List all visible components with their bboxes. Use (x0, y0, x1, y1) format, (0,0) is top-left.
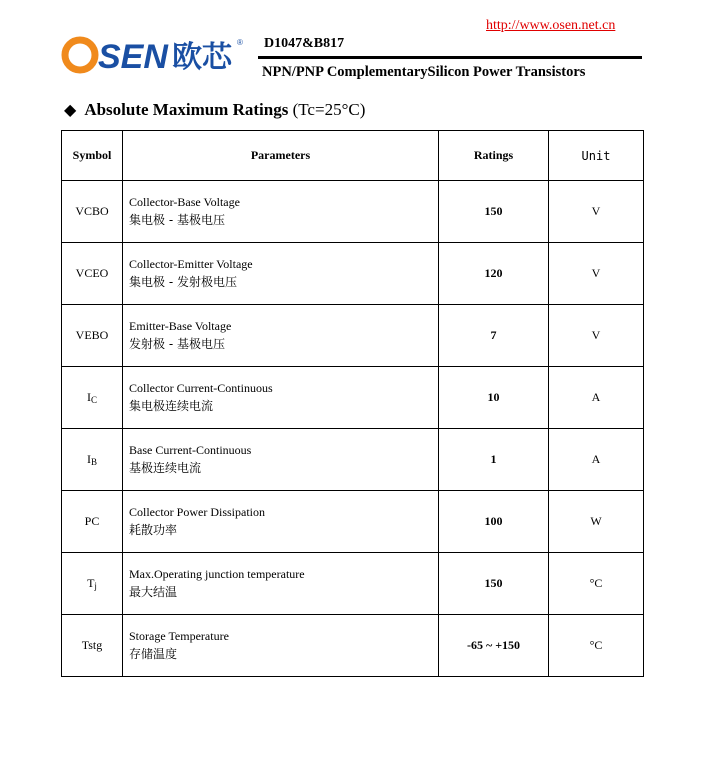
symbol-text: PC (84, 514, 100, 528)
table-row (62, 615, 644, 677)
symbol-cell (62, 243, 123, 305)
symbol-main: I (86, 390, 91, 404)
parameter-en: Collector-Base Voltage (129, 195, 240, 209)
parameter-cell (123, 243, 439, 305)
website-link[interactable]: http://www.osen.net.cn (486, 18, 616, 33)
symbol-text: VEBO (75, 328, 109, 342)
parameter-en: Max.Operating junction temperature (129, 567, 305, 581)
unit-cell: V (549, 243, 644, 305)
unit-cell: °C (549, 615, 644, 677)
parameter-cell (123, 615, 439, 677)
table-row (62, 243, 644, 305)
symbol-cell (62, 553, 123, 615)
unit-cell: °C (549, 553, 644, 615)
symbol-text: Tstg (81, 638, 103, 652)
osen-logo (60, 34, 252, 78)
rating-cell: 10 (439, 367, 549, 429)
table-row (62, 305, 644, 367)
unit-cell: A (549, 367, 644, 429)
table-row (62, 181, 644, 243)
header-parameters: Parameters (123, 131, 439, 181)
parameter-cn: 最大结温 (129, 585, 178, 599)
parameter-cell (123, 367, 439, 429)
document-subtitle: NPN/PNP ComplementarySilicon Power Transistors (262, 64, 586, 80)
table-row (62, 429, 644, 491)
parameter-en: Collector-Emitter Voltage (129, 257, 253, 271)
parameter-cn: 集电极 - 发射极电压 (129, 275, 237, 289)
symbol-cell (62, 181, 123, 243)
parameter-cn: 耗散功率 (129, 523, 178, 537)
parameter-cell (123, 181, 439, 243)
part-number: D1047&B817 (264, 36, 345, 51)
table-row (62, 367, 644, 429)
parameter-cn: 存储温度 (129, 647, 178, 661)
symbol-main: I (86, 452, 91, 466)
section-title: Absolute Maximum Ratings (84, 100, 289, 119)
parameter-en: Emitter-Base Voltage (129, 319, 232, 333)
parameter-cn: 集电极连续电流 (129, 399, 214, 413)
rating-cell: 100 (439, 491, 549, 553)
parameter-en: Collector Current-Continuous (129, 381, 273, 395)
parameter-cell (123, 429, 439, 491)
symbol-cell (62, 429, 123, 491)
ratings-table (61, 130, 644, 677)
unit-cell: V (549, 305, 644, 367)
parameter-cn: 发射极 - 基极电压 (129, 337, 225, 351)
symbol-cell (62, 491, 123, 553)
rating-cell: 150 (439, 553, 549, 615)
symbol-text: VCBO (75, 204, 109, 218)
parameter-en: Storage Temperature (129, 629, 229, 643)
rating-cell: 1 (439, 429, 549, 491)
symbol-subscript: C (90, 395, 97, 405)
symbol-text: VCEO (75, 266, 109, 280)
svg-text:欧芯: 欧芯 (172, 40, 232, 75)
symbol-subscript: B (90, 457, 97, 467)
parameter-cell (123, 491, 439, 553)
symbol-cell (62, 367, 123, 429)
symbol-main: T (87, 576, 95, 590)
rating-cell: 7 (439, 305, 549, 367)
parameter-cn: 集电极 - 基极电压 (129, 213, 225, 227)
diamond-icon: ◆ (64, 102, 77, 119)
header-ratings: Ratings (439, 131, 549, 181)
section-heading (64, 100, 365, 120)
svg-text:SEN: SEN (98, 38, 168, 76)
unit-cell: W (549, 491, 644, 553)
header-symbol: Symbol (62, 131, 123, 181)
parameter-en: Collector Power Dissipation (129, 505, 265, 519)
rating-cell: -65 ~ +150 (439, 615, 549, 677)
symbol-cell (62, 615, 123, 677)
rating-cell: 150 (439, 181, 549, 243)
table-header-row (62, 131, 644, 181)
header-unit: Unit (549, 131, 644, 181)
table-row (62, 491, 644, 553)
table-row (62, 553, 644, 615)
section-condition: (Tc=25°C) (292, 100, 366, 119)
parameter-en: Base Current-Continuous (129, 443, 252, 457)
unit-cell: A (549, 429, 644, 491)
symbol-subscript: j (94, 581, 97, 591)
unit-cell: V (549, 181, 644, 243)
svg-text:®: ® (237, 38, 243, 47)
parameter-cell (123, 305, 439, 367)
parameter-cell (123, 553, 439, 615)
rating-cell: 120 (439, 243, 549, 305)
header-rule (258, 56, 642, 59)
symbol-cell (62, 305, 123, 367)
parameter-cn: 基极连续电流 (129, 461, 202, 475)
